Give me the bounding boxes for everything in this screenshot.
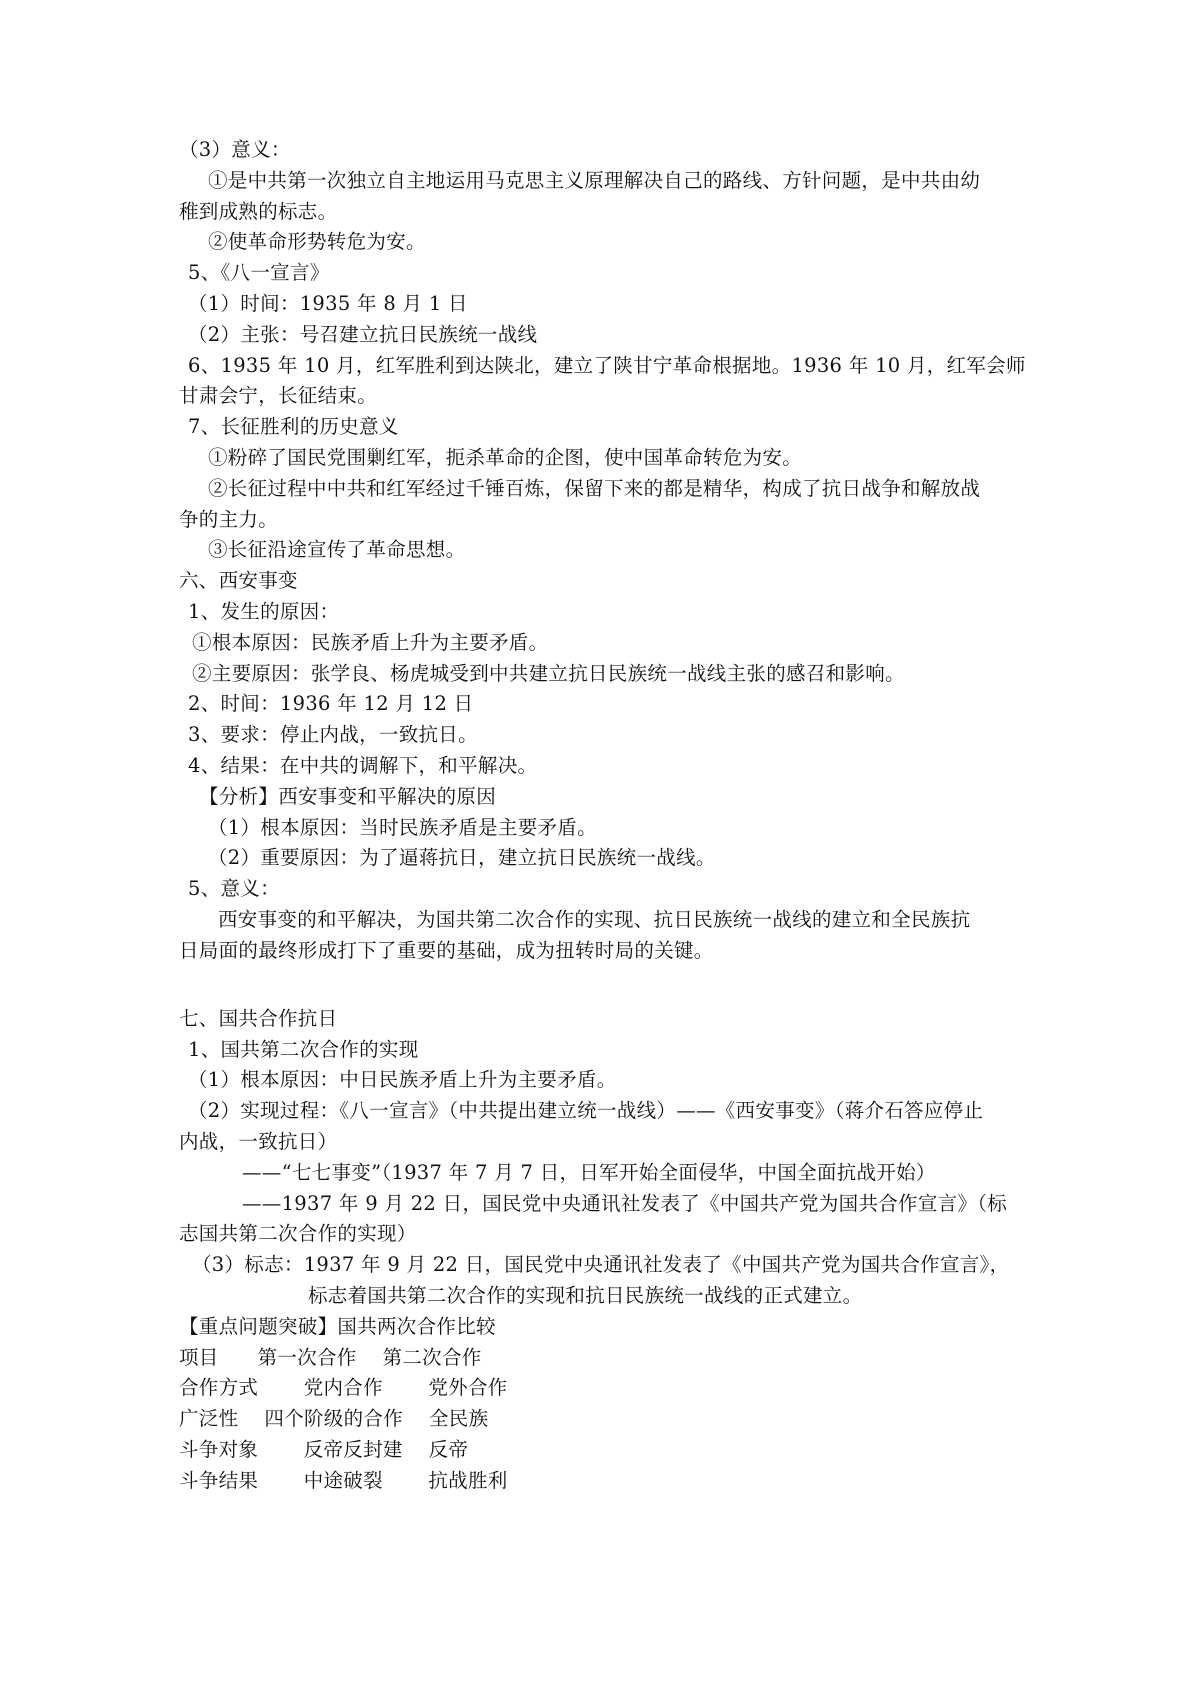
text-line: （1）根本原因：中日民族矛盾上升为主要矛盾。 — [188, 1068, 617, 1091]
text-line: 甘肃会宁，长征结束。 — [179, 384, 378, 407]
text-line: ②主要原因：张学良、杨虎城受到中共建立抗日民族统一战线主张的感召和影响。 — [192, 662, 905, 685]
text-line: ②长征过程中中共和红军经过千锤百炼，保留下来的都是精华，构成了抗日战争和解放战 — [208, 477, 981, 500]
text-line: 【分析】西安事变和平解决的原因 — [199, 785, 497, 808]
text-line: 5、意义： — [188, 877, 280, 900]
text-line: （2）实现过程：《八一宣言》（中共提出建立统一战线）——《西安事变》（蒋介石答应停止 — [188, 1099, 984, 1122]
text-line: 1、国共第二次合作的实现 — [188, 1038, 419, 1061]
comparison-row: 斗争对象 反帝反封建 反帝 — [179, 1438, 469, 1461]
text-line: （2）主张：号召建立抗日民族统一战线 — [188, 323, 538, 346]
text-line: 2、时间：1936 年 12 月 12 日 — [188, 692, 474, 715]
text-line: ——“七七事变”（1937 年 7 月 7 日，日军开始全面侵华，中国全面抗战开始） — [242, 1161, 936, 1184]
comparison-row: 项目 第一次合作 第二次合作 — [179, 1346, 482, 1369]
section-heading: 六、西安事变 — [179, 569, 298, 592]
text-line: 内战，一致抗日） — [179, 1130, 338, 1153]
text-line: 日局面的最终形成打下了重要的基础，成为扭转时局的关键。 — [179, 939, 714, 962]
text-line: 3、要求：停止内战，一致抗日。 — [188, 723, 478, 746]
text-line: 4、结果：在中共的调解下，和平解决。 — [188, 754, 538, 777]
text-line: 争的主力。 — [179, 508, 279, 531]
text-line: 7、长征胜利的历史意义 — [188, 415, 399, 438]
section-heading: 七、国共合作抗日 — [179, 1007, 338, 1030]
comparison-row: 广泛性 四个阶级的合作 全民族 — [179, 1407, 489, 1430]
text-line: ——1937 年 9 月 22 日，国民党中央通讯社发表了《中国共产党为国共合作宣言》（标 — [242, 1192, 1008, 1215]
text-line: （3）标志：1937 年 9 月 22 日，国民党中央通讯社发表了《中国共产党为国共合作宣言》， — [192, 1253, 1010, 1276]
comparison-row: 合作方式 党内合作 党外合作 — [179, 1376, 508, 1399]
text-line: ①粉碎了国民党围剿红军，扼杀革命的企图，使中国革命转危为安。 — [208, 446, 803, 469]
text-line: 1、发生的原因： — [188, 600, 340, 623]
text-line: （1）时间：1935 年 8 月 1 日 — [188, 292, 468, 315]
comparison-row: 斗争结果 中途破裂 抗战胜利 — [179, 1469, 508, 1492]
text-line: （1）根本原因：当时民族矛盾是主要矛盾。 — [208, 816, 597, 839]
text-line: （3）意义： — [179, 138, 291, 161]
text-line: （2）重要原因：为了逼蒋抗日，建立抗日民族统一战线。 — [208, 846, 716, 869]
text-line: 5、《八一宣言》 — [188, 261, 330, 284]
text-line: ①根本原因：民族矛盾上升为主要矛盾。 — [192, 631, 549, 654]
text-line: ②使革命形势转危为安。 — [208, 230, 426, 253]
text-line: 【重点问题突破】国共两次合作比较 — [179, 1315, 496, 1338]
text-line: 志国共第二次合作的实现） — [179, 1222, 417, 1245]
text-line: 稚到成熟的标志。 — [179, 200, 338, 223]
text-line: ③长征沿途宣传了革命思想。 — [208, 538, 466, 561]
text-line: 6、1935 年 10 月，红军胜利到达陕北，建立了陕甘宁革命根据地。1936 年 10 月，红军会师 — [188, 354, 1026, 377]
text-line: 标志着国共第二次合作的实现和抗日民族统一战线的正式建立。 — [308, 1284, 863, 1307]
text-line: 西安事变的和平解决，为国共第二次合作的实现、抗日民族统一战线的建立和全民族抗 — [218, 908, 971, 931]
text-line: ①是中共第一次独立自主地运用马克思主义原理解决自己的路线、方针问题，是中共由幼 — [208, 169, 981, 192]
